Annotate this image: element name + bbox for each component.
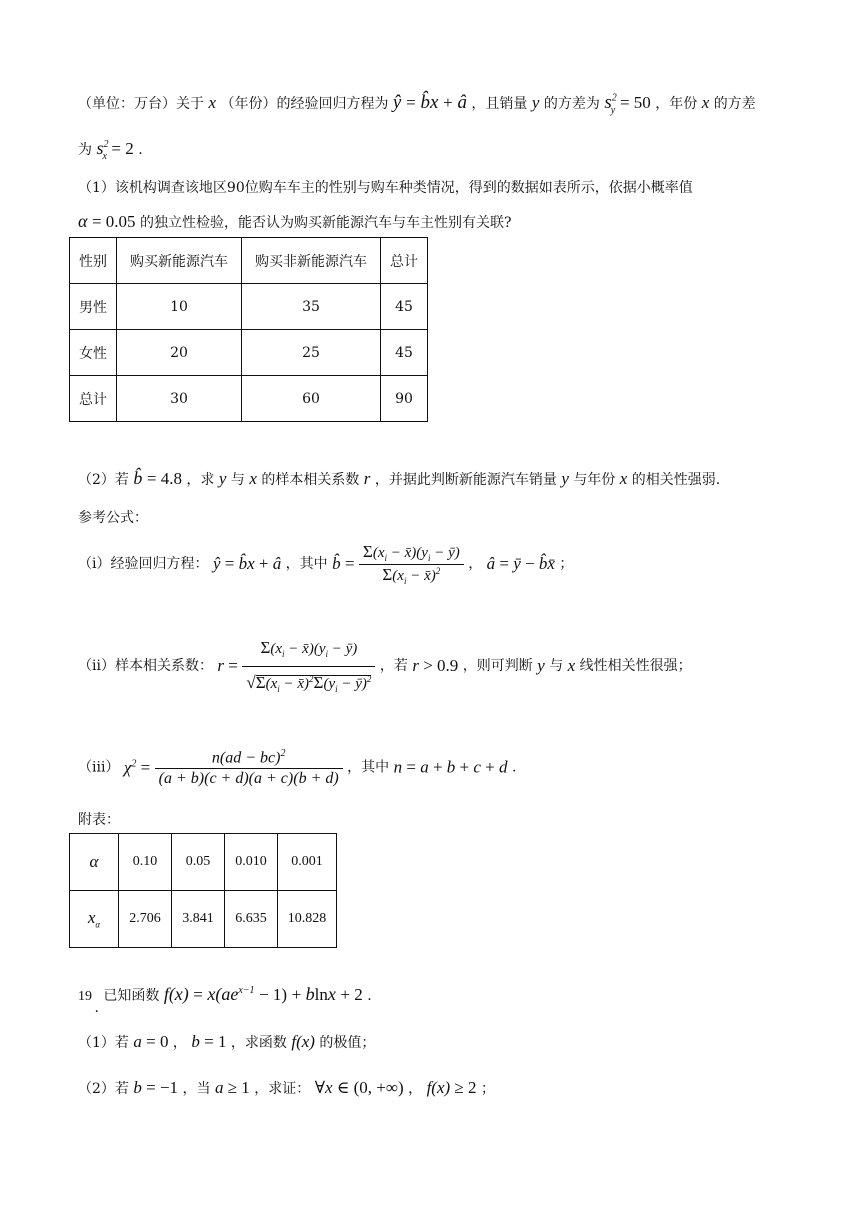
math-x: x	[249, 469, 257, 488]
table-cell: 45	[381, 330, 428, 376]
contingency-table	[69, 237, 428, 422]
formula-text: 线性相关性很强；	[579, 657, 692, 674]
formula-text: ，若	[379, 657, 408, 674]
part2-text: 的相关性强弱.	[631, 472, 721, 488]
appendix-title: 附表：	[78, 812, 120, 828]
table-cell: 2.706	[119, 891, 172, 948]
question-dot: .	[94, 1000, 99, 1016]
table-cell: 60	[242, 376, 381, 422]
part2-line	[78, 468, 720, 490]
q19-text: 的极值；	[319, 1035, 376, 1051]
table-cell: 10.828	[278, 891, 337, 948]
part2-text: 与	[230, 472, 245, 488]
q19-text: 已知函数	[103, 988, 160, 1004]
part2-text: ，求	[186, 472, 215, 488]
a-geq-1: a ≥ 1	[214, 1078, 250, 1097]
table-row	[70, 834, 337, 891]
table-header-row	[70, 238, 428, 284]
reference-title: 参考公式：	[78, 510, 148, 526]
b-hat-value: b̂ = 4.8	[133, 468, 182, 488]
formula-text: ，其中	[347, 759, 390, 776]
r-formula: r =	[217, 656, 238, 676]
table-cell: 20	[117, 330, 242, 376]
table-cell: 10	[117, 284, 242, 330]
variance-y: $s^2_y = 50$	[604, 92, 651, 116]
critical-value-table	[69, 833, 337, 948]
q19-text: ，求证：	[254, 1081, 311, 1097]
math-y: y	[218, 469, 227, 488]
b-hat-formula: b̂ =	[332, 554, 355, 574]
n-definition: n = a + b + c + d	[393, 757, 508, 777]
math-y: y	[537, 656, 545, 676]
table-header-cell: 性别	[70, 238, 117, 284]
table-cell: 45	[381, 284, 428, 330]
intro-text: .	[138, 142, 143, 158]
variance-x: $s^2_x = 2$	[96, 138, 134, 162]
table-cell: 6.635	[225, 891, 278, 948]
formula-ii	[78, 638, 692, 695]
b-equals-1: b = 1	[191, 1032, 227, 1051]
intro-line-1	[78, 92, 756, 117]
intro-text: ，年份	[655, 96, 698, 112]
q19-text: ，	[408, 1081, 423, 1097]
q19-text: （2）若	[78, 1081, 129, 1097]
formula-label: （i）经验回归方程：	[78, 555, 209, 572]
table-cell: 30	[117, 376, 242, 422]
q19-stem	[78, 984, 372, 1016]
part1-text: 的独立性检验，能否认为购买新能源汽车与车主性别有关联?	[140, 215, 512, 231]
function-definition: $f(x) = x(ae^{x-1} - 1) + blnx + 2$	[163, 984, 363, 1004]
table-header-cell: 总计	[381, 238, 428, 284]
table-row	[70, 376, 428, 422]
table-row	[70, 284, 428, 330]
r-threshold: r > 0.9	[412, 656, 459, 676]
b-equals-neg1: b = −1	[133, 1078, 179, 1097]
table-cell: 0.001	[278, 834, 337, 891]
math-x: x	[701, 93, 710, 112]
math-y: y	[561, 469, 569, 488]
question-number: 19	[78, 989, 92, 1004]
table-cell: 0.05	[172, 834, 225, 891]
table-cell: 3.841	[172, 891, 225, 948]
f-of-x: f(x)	[291, 1032, 315, 1051]
a-hat-formula: â = ȳ − b̂x̄	[486, 554, 555, 574]
formula-i	[78, 542, 573, 587]
table-cell: 35	[242, 284, 381, 330]
table-cell: 男性	[70, 284, 117, 330]
formula-label: （ii）样本相关系数：	[78, 657, 213, 674]
math-y: y	[531, 93, 540, 112]
chi-square-fraction: $\frac{n(ad - bc)^2}{(a + b)(c + d)(a + c)(b + d)}$	[155, 748, 343, 788]
alpha-value: α = 0.05	[78, 211, 136, 231]
q19-part1	[78, 1032, 375, 1052]
formula-label: （iii）	[78, 759, 120, 776]
intro-text: （年份）的经验回归方程为	[220, 96, 389, 112]
formula-text: ，	[468, 555, 483, 572]
part1-line-1: （1）该机构调查该地区90位购车车主的性别与购车种类情况，得到的数据如表所示，依据小概率值	[78, 180, 693, 196]
table-cell: 25	[242, 330, 381, 376]
formula-text: .	[511, 759, 517, 776]
math-x: x	[619, 469, 628, 488]
intro-text: （单位：万台）关于	[78, 96, 204, 112]
table-cell-x-alpha: $x_\alpha$	[70, 891, 119, 948]
table-cell: 0.010	[225, 834, 278, 891]
intro-text: ，且销量	[471, 96, 528, 112]
part2-text: （2）若	[78, 472, 129, 488]
table-cell: 90	[381, 376, 428, 422]
forall-x-domain: ∀x ∈ (0, +∞)	[314, 1078, 404, 1097]
math-r: r	[363, 469, 371, 488]
q19-text: .	[367, 988, 372, 1004]
b-hat-fraction: $\frac{\Sigma(x_i - x̄)(y_i - ȳ)}{\Sigma(x_i - x̄)^2}$	[359, 542, 464, 587]
table-cell: 0.10	[119, 834, 172, 891]
q19-text: （1）若	[78, 1035, 129, 1051]
formula-text: ；	[559, 555, 574, 572]
table-cell: 总计	[70, 376, 117, 422]
part1-line-2	[78, 211, 512, 233]
q19-text: ，	[172, 1035, 187, 1051]
table-cell: α	[70, 834, 119, 891]
q19-text: ，当	[182, 1081, 211, 1097]
formula-iii	[78, 748, 516, 788]
q19-text: ，求函数	[230, 1035, 287, 1051]
r-fraction: $\frac{\Sigma(x_i - x̄)(y_i - ȳ)}{√\Sigma(x_i - x̄)^2\Sigma(y_i - ȳ)^2}$	[242, 638, 375, 695]
formula-text: ，则可判断	[462, 657, 533, 674]
intro-line-2	[78, 138, 143, 163]
table-header-cell: 购买非新能源汽车	[242, 238, 381, 284]
f-geq-2: f(x) ≥ 2	[426, 1078, 477, 1097]
math-x: x	[208, 93, 216, 112]
table-row	[70, 330, 428, 376]
intro-text: 的方差为	[543, 96, 600, 112]
intro-text: 为	[78, 142, 92, 158]
math-x: x	[567, 656, 576, 676]
part2-text: 的样本相关系数	[261, 472, 360, 488]
q19-text: ；	[480, 1081, 495, 1097]
formula-text: ，其中	[285, 555, 328, 572]
formula-text: 与	[549, 657, 564, 674]
intro-text: 的方差	[713, 96, 756, 112]
regression-equation: ŷ = b̂x + â	[392, 92, 467, 113]
chi-square-formula: $\chi^2$ =	[123, 757, 151, 777]
table-cell: 女性	[70, 330, 117, 376]
part2-text: 与年份	[573, 472, 616, 488]
q19-part2	[78, 1078, 495, 1098]
regression-equation: ŷ = b̂x + â	[212, 554, 282, 574]
part2-text: ，并据此判断新能源汽车销量	[374, 472, 557, 488]
table-row	[70, 891, 337, 948]
table-header-cell: 购买新能源汽车	[117, 238, 242, 284]
a-equals-0: a = 0	[133, 1032, 169, 1051]
